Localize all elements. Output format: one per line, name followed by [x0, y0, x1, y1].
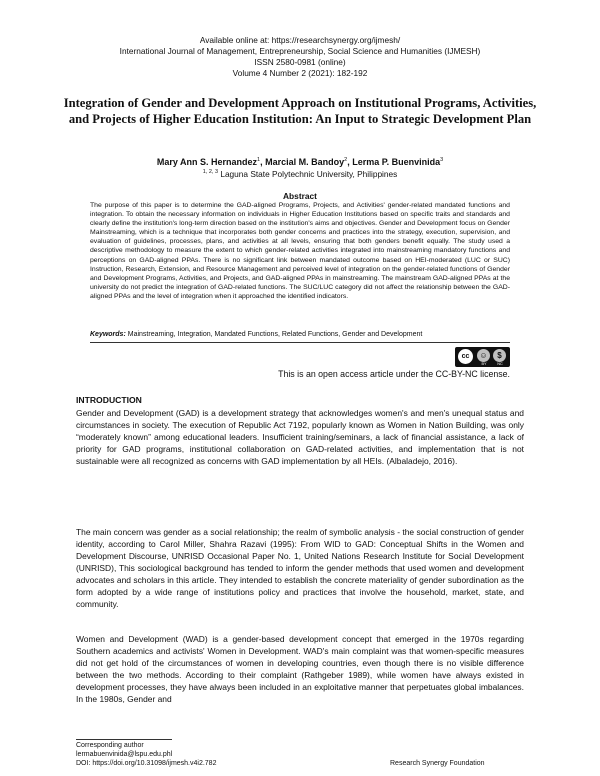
author-name: Marcial M. Bandoy [265, 157, 345, 167]
body-paragraph: Gender and Development (GAD) is a development strategy that acknowledges women's and men's unequal status and circumstances in society. The execution of Republic Act 7192, popularly known as Women in Nation Building, was only “moderately known” among educational leaders. Insufficient training/seminars, a lack of financial assistance, a lack of priority for GAD programs, institutional collaboration on GAD-related activities, and implementation that is not sustainable were all recognized as concerns with GAD implementation by all HEIs. (Albaladejo, 2016). [76, 408, 524, 466]
nc-label: NC [497, 361, 503, 366]
keywords-divider [90, 342, 510, 343]
keywords [90, 330, 510, 339]
abstract-heading: Abstract [283, 191, 317, 201]
by-label: BY [481, 361, 487, 366]
noncommercial-icon: $ [493, 349, 506, 362]
license-text: This is an open access article under the CC-BY-NC license. [278, 369, 510, 379]
affiliation-index: 1, 2, 3 [202, 169, 219, 175]
body-paragraph: Women and Development (WAD) is a gender-based development concept that emerged in the 1970s regarding Southern academics and activists' Women in Development. WAD's main complaint was that women-specific measures did not get hold of the circumstances of women in developing countries, even though there is no visible difference between the two methods. According to their complaint (Rathgeber 1989), while women have always existed in development processes, they have always been included in an exploitative manner that perpetuates global imbalances. In the 1980s, Gender and [76, 634, 524, 704]
cc-icon: cc [458, 349, 473, 364]
author-name: Mary Ann S. Hernandez [156, 157, 258, 167]
affiliation [0, 167, 600, 179]
cc-by-nc-badge-icon[interactable] [455, 347, 510, 367]
section-heading: INTRODUCTION [76, 395, 142, 405]
author-index: 1 [257, 157, 261, 163]
corresponding-author-label: Corresponding author [76, 742, 144, 749]
by-person-icon: ☺ [477, 349, 490, 362]
availability-line: Available online at: https://researchsynergy.org/ijmesh/ [199, 35, 401, 45]
author-index: 3 [440, 157, 444, 163]
author-name: Lerma P. Buenvinida [352, 157, 441, 167]
keywords-label: Keywords: [90, 331, 126, 338]
footnote-divider [76, 739, 172, 740]
body-paragraph: The main concern was gender as a social relationship; the realm of symbolic analysis - the social construction of gender identity, according to Carol Miller, Shahra Razavi (1995): From WID to GAD: Conceptual Shifts in the Women and Development Discourse, UNRISD Occasional Paper No. 1, United Nations Research Institute for Social Development (UNRISD), This sociological background has tended to inform the gender methods that used women and development advocates and scholars in this article. They intended to establish the concrete materiality of gender subordination as the form adopted by a wide range of institutions policy and practices that involve the household, market, state, and community. [76, 527, 524, 609]
corresponding-email[interactable]: lermabuenvinida@lspu.edu.phl [76, 751, 173, 758]
doi-link[interactable]: DOI: https://doi.org/10.31098/ijmesh.v4i2.782 [76, 760, 217, 767]
abstract-text: The purpose of this paper is to determine the GAD-aligned Programs, Projects, and Activities' gender-related mandated functions and integration. To obtain the necessary information on individuals in Higher Education Institutions based on specific traits and standards and clearly define the institution's long-term direction based on the institution's aims and objectives. Gender and Development focus on Gender Mainstreaming, which is a technique that incorporates both gender concerns and practices into the strategy, execution, supervision, and evaluation of guidelines, processes, plans, and activities at all levels, ensuring that both genders benefit equally. The study used a descriptive methodology to measure the extent to which gender-related activities integrated into mainstreaming mandatory functions and perceptions on GAD-aligned PPAs. There is no significant link between mandated outcome based on HEI-moderated (LUC or SUC) Instruction, Research, Extension, and Resource Management and perceived level of integration on the gender-related functions of Gender and Development Programs, Activities, and Projects, and GAD-aligned PPAs in mainstreaming. The mainstream GAD-aligned PPAs at the university do not predict the integration of GAD-related functions. The SUC/LUC category did not affect the relationship between the GAD-aligned PPAs and the level of integration when it approached the identified indicators. [90, 202, 510, 300]
author-list: Mary Ann S. Hernandez$^1$, Marcial M. Bandoy$^2$, Lerma P. Buenvinida$^3$ [156, 157, 444, 167]
affiliation-text: Laguna State Polytechnic University, Philippines [220, 168, 398, 179]
publisher-name: Research Synergy Foundation [390, 760, 485, 767]
journal-name: International Journal of Management, Entrepreneurship, Social Science and Humanities (IJMESH) [119, 46, 481, 56]
volume-line: Volume 4 Number 2 (2021): 182-192 [232, 68, 368, 78]
author-index: 2 [344, 157, 348, 163]
keywords-text: Mainstreaming, Integration, Mandated Functions, Related Functions, Gender and Development [127, 331, 423, 338]
paper-title: Integration of Gender and Development Approach on Institutional Programs, Activities, and Projects of Higher Education Institution: An Input to Strategic Development Plan [63, 96, 537, 127]
issn-line: ISSN 2580-0981 (online) [254, 57, 346, 67]
